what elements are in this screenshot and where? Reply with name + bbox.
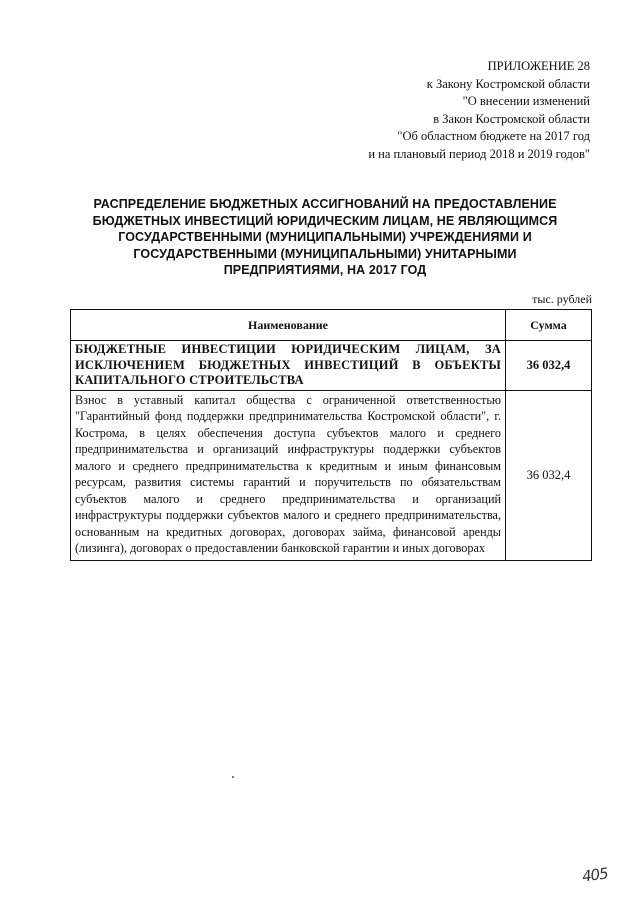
appendix-header-line: и на плановый период 2018 и 2019 годов" [368,146,590,161]
document-title-line: ГОСУДАРСТВЕННЫМИ (МУНИЦИПАЛЬНЫМИ) УНИТАРНЫМИ [133,246,517,261]
column-header-name: Наименование [71,310,506,341]
appendix-header-line: в Закон Костромской области [433,111,590,126]
handwritten-page-number: 405 [580,864,609,886]
scan-speck [232,776,234,778]
table-row [71,341,592,391]
row-sum: 36 032,4 [506,341,592,391]
appendix-header-line: "Об областном бюджете на 2017 год [397,129,590,143]
table-row [71,390,592,560]
appendix-header-line: ПРИЛОЖЕНИЕ 28 [487,59,590,73]
document-title-line: ПРЕДПРИЯТИЯМИ, НА 2017 ГОД [223,263,427,277]
document-title [82,196,568,279]
row-sum: 36 032,4 [506,390,592,560]
document-title-line: ГОСУДАРСТВЕННЫМИ (МУНИЦИПАЛЬНЫМИ) УЧРЕЖДЕНИЯМИ И [118,230,532,244]
document-title-line: РАСПРЕДЕЛЕНИЕ БЮДЖЕТНЫХ АССИГНОВАНИЙ НА ПРЕДОСТАВЛЕНИЕ [93,197,557,211]
document-title-line: БЮДЖЕТНЫХ ИНВЕСТИЦИЙ ЮРИДИЧЕСКИМ ЛИЦАМ, НЕ ЯВЛЯЮЩИМСЯ [92,213,558,228]
column-header-sum: Сумма [506,310,592,341]
budget-table [70,309,592,561]
appendix-header-line: к Закону Костромской области [426,76,590,91]
appendix-header [368,58,590,163]
unit-label: тыс. рублей [532,292,592,306]
row-name: Взнос в уставный капитал общества с ограниченной ответственностью "Гарантийный фонд поддержки предпринимательства Костромской области", г. Кострома, в целях обеспечения доступа субъектов малого и среднего предпринимательства и организаций инфраструктуры поддержки субъектов малого и среднего предпринимательства к кредитным и иным финансовым ресурсам, развития системы гарантий и поручительств по обязательствам субъектов малого и среднего предпринимательства и организаций инфраструктуры поддержки субъектов малого и среднего предпринимательства, основанным на кредитных договорах, договорах займа, финансовой аренды (лизинга), договорах о предоставлении банковской гарантии и иных договорах [71,390,506,560]
row-name: БЮДЖЕТНЫЕ ИНВЕСТИЦИИ ЮРИДИЧЕСКИМ ЛИЦАМ, ЗА ИСКЛЮЧЕНИЕМ БЮДЖЕТНЫХ ИНВЕСТИЦИЙ В ОБЪЕКТЫ КАПИТАЛЬНОГО СТРОИТЕЛЬСТВА [71,341,506,391]
appendix-header-line: "О внесении изменений [462,94,590,108]
table-header-row [71,310,592,341]
